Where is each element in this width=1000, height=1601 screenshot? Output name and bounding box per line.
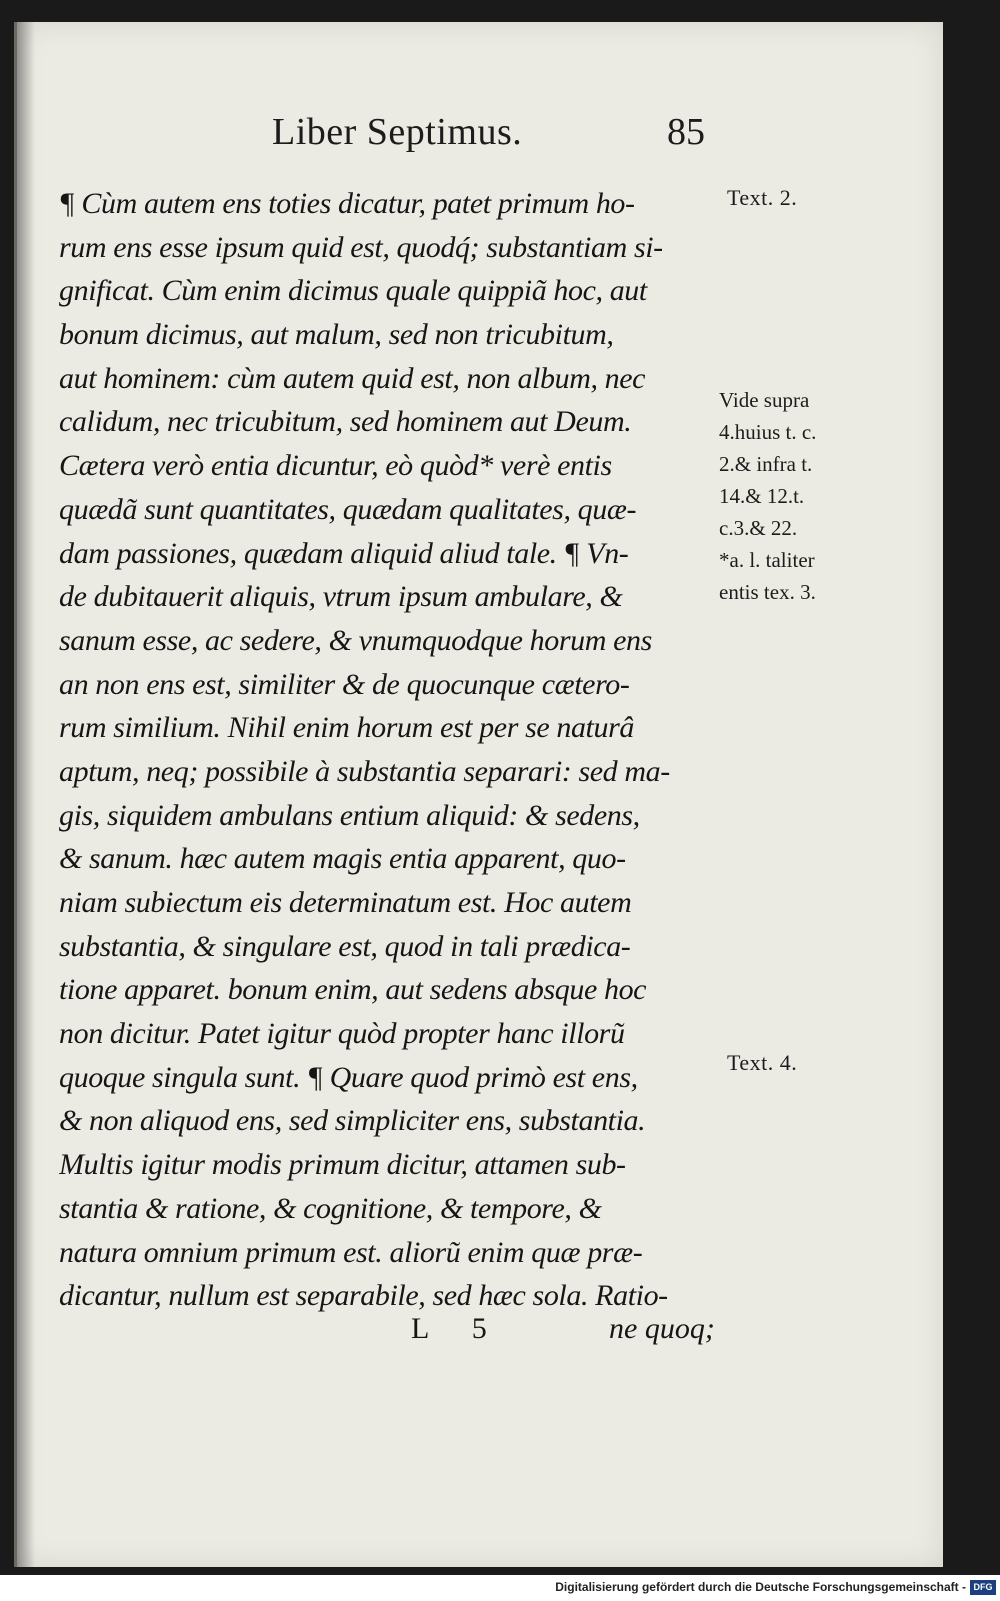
text-line: tione apparet. bonum enim, aut sedens absque hoc: [59, 973, 647, 1007]
margin-note-text2: Text. 2.: [727, 185, 798, 210]
text-line: gis, siquidem ambulans entium aliquid: & sedens,: [59, 798, 640, 832]
margin-note-line: 14.& 12.t.: [719, 484, 805, 508]
text-line: dam passiones, quædam aliquid aliud tale. ¶ Vn-: [59, 536, 629, 570]
text-line: & sanum. hæc autem magis entia apparent, quo-: [59, 842, 626, 876]
margin-note-line: entis tex. 3.: [719, 580, 816, 604]
text-line: stantia & ratione, & cognitione, & tempore, &: [59, 1191, 602, 1225]
text-line: aptum, neq; possibile à substantia separari: sed ma-: [59, 754, 670, 788]
text-line: sanum esse, ac sedere, & vnumquodque horum ens: [59, 623, 652, 657]
text-line: & non aliquod ens, sed simpliciter ens, substantia.: [59, 1104, 646, 1138]
text-line: natura omnium primum est. aliorũ enim quæ præ-: [59, 1235, 643, 1269]
spine-shadow: [17, 22, 35, 1567]
margin-note-line: *a. l. taliter: [719, 548, 815, 572]
text-line: quoque singula sunt. ¶ Quare quod primò est ens,: [59, 1060, 638, 1094]
text-line: quædã sunt quantitates, quædam qualitates, quæ-: [59, 492, 637, 526]
text-line: rum ens esse ipsum quid est, quodq́; substantiam si-: [59, 230, 663, 264]
margin-note-line: Vide supra: [719, 388, 810, 412]
margin-note-references: [719, 384, 816, 608]
text-line: Multis igitur modis primum dicitur, attamen sub-: [59, 1148, 626, 1182]
text-line: aut hominem: cùm autem quid est, non album, nec: [59, 361, 646, 395]
main-text-block: [59, 182, 739, 1318]
book-page: [14, 22, 943, 1567]
page-footer: [59, 1312, 739, 1356]
margin-note-line: c.3.& 22.: [719, 516, 798, 540]
text-line: dicantur, nullum est separabile, sed hæc sola. Ratio-: [59, 1279, 668, 1313]
page-number: 85: [667, 111, 705, 153]
dfg-logo-icon: DFG: [970, 1580, 996, 1595]
text-line: an non ens est, similiter & de quocunque cætero-: [59, 667, 630, 701]
text-line: rum similium. Nihil enim horum est per se naturâ: [59, 711, 634, 745]
text-line: ¶ Cùm autem ens toties dicatur, patet primum ho-: [59, 187, 635, 220]
margin-notes: [707, 22, 947, 1522]
text-line: non dicitur. Patet igitur quòd propter hanc illorũ: [59, 1017, 625, 1051]
catchword: ne quoq;: [609, 1312, 715, 1345]
running-head: [272, 110, 732, 160]
margin-note-line: 4.huius t. c.: [719, 420, 817, 444]
text-line: Cætera verò entia dicuntur, eò quòd* verè entis: [59, 449, 612, 483]
signature-mark: L 5: [411, 1312, 505, 1345]
text-line: calidum, nec tricubitum, sed hominem aut Deum.: [59, 405, 632, 439]
credit-text: Digitalisierung gefördert durch die Deutsche Forschungsgemeinschaft -: [555, 1580, 966, 1594]
text-line: de dubitauerit aliquis, vtrum ipsum ambulare, &: [59, 580, 623, 614]
margin-note-text4: Text. 4.: [727, 1050, 798, 1075]
running-title: Liber Septimus.: [272, 111, 523, 153]
text-line: substantia, & singulare est, quod in tali prædica-: [59, 929, 631, 963]
margin-note-line: 2.& infra t.: [719, 452, 813, 476]
text-line: bonum dicimus, aut malum, sed non tricubitum,: [59, 318, 614, 352]
text-line: gnificat. Cùm enim dicimus quale quippiã hoc, aut: [59, 274, 647, 308]
credit-bar: [0, 1575, 1000, 1601]
text-line: niam subiectum eis determinatum est. Hoc autem: [59, 886, 632, 919]
